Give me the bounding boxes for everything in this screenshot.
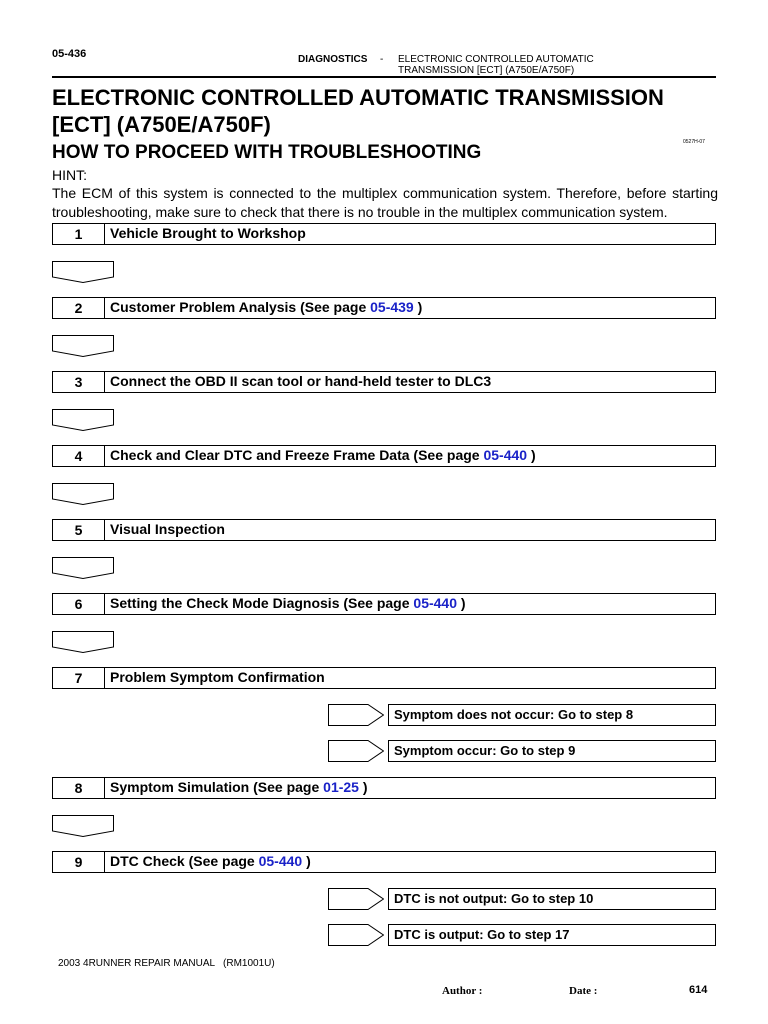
step-3-box [52,371,716,393]
step-1-box [52,223,716,245]
page-number: 05-436 [52,48,87,60]
page-link[interactable]: 05-440 [258,853,303,869]
step-number: 8 [53,778,105,798]
step-label: DTC Check (See page 05-440 ) [110,853,311,869]
header-subsection-line2: TRANSMISSION [ECT] (A750E/A750F) [398,65,575,76]
down-arrow-icon [52,631,114,653]
header-subsection-line1: ELECTRONIC CONTROLLED AUTOMATIC [398,54,594,65]
step-number: 4 [53,446,105,466]
down-arrow-icon [52,483,114,505]
step-8-box [52,777,716,799]
down-arrow-icon [52,557,114,579]
header-rule [52,76,716,78]
right-arrow-icon [328,888,384,910]
step-label: Vehicle Brought to Workshop [110,225,306,241]
down-arrow-icon [52,261,114,283]
page-link[interactable]: 01-25 [323,779,359,795]
step-number: 6 [53,594,105,614]
right-arrow-icon [328,740,384,762]
step-2-box [52,297,716,319]
down-arrow-icon [52,815,114,837]
hint-text: The ECM of this system is connected to the multiplex communication system. Therefore, before starting troubleshooting, make sure to check that there is no trouble in the multiplex communication system. [52,185,718,220]
page-title: ELECTRONIC CONTROLLED AUTOMATIC TRANSMISSION [ECT] (A750E/A750F) [52,85,664,137]
doc-code: 0527H-07 [683,139,705,145]
hint-label: HINT: [52,167,87,183]
step-4-box [52,445,716,467]
step-number: 3 [53,372,105,392]
step-5-box [52,519,716,541]
step-label: Connect the OBD II scan tool or hand-held tester to DLC3 [110,373,492,389]
down-arrow-icon [52,335,114,357]
step-number: 1 [53,224,105,244]
header-section: DIAGNOSTICS [298,54,368,65]
footer-manual: 2003 4RUNNER REPAIR MANUAL (RM1001U) [58,958,275,969]
step-label: Visual Inspection [110,521,225,537]
right-arrow-icon [328,924,384,946]
step-label: Check and Clear DTC and Freeze Frame Data (See page 05-440 ) [110,447,536,463]
result-box: Symptom occur: Go to step 9 [388,740,716,762]
step-number: 2 [53,298,105,318]
result-box: DTC is not output: Go to step 10 [388,888,716,910]
page-link[interactable]: 05-440 [413,595,457,611]
step-label: Problem Symptom Confirmation [110,669,325,685]
step-number: 5 [53,520,105,540]
right-arrow-icon [328,704,384,726]
step-6-box [52,593,716,615]
footer-date-label: Date : [569,985,598,997]
footer-page-number: 614 [689,984,708,996]
step-label: Setting the Check Mode Diagnosis (See page 05-440 ) [110,595,466,611]
header-separator: - [380,54,384,65]
header-subsection [398,54,648,76]
section-subtitle: HOW TO PROCEED WITH TROUBLESHOOTING [52,142,482,163]
result-box: Symptom does not occur: Go to step 8 [388,704,716,726]
page-link[interactable]: 05-439 [370,299,414,315]
down-arrow-icon [52,409,114,431]
step-label: Customer Problem Analysis (See page 05-439 ) [110,299,423,315]
result-box: DTC is output: Go to step 17 [388,924,716,946]
step-number: 7 [53,668,105,688]
step-9-box [52,851,716,873]
step-number: 9 [53,852,105,872]
page-link[interactable]: 05-440 [483,447,528,463]
step-label: Symptom Simulation (See page 01-25 ) [110,779,368,795]
step-7-box [52,667,716,689]
footer-author-label: Author : [442,985,483,997]
